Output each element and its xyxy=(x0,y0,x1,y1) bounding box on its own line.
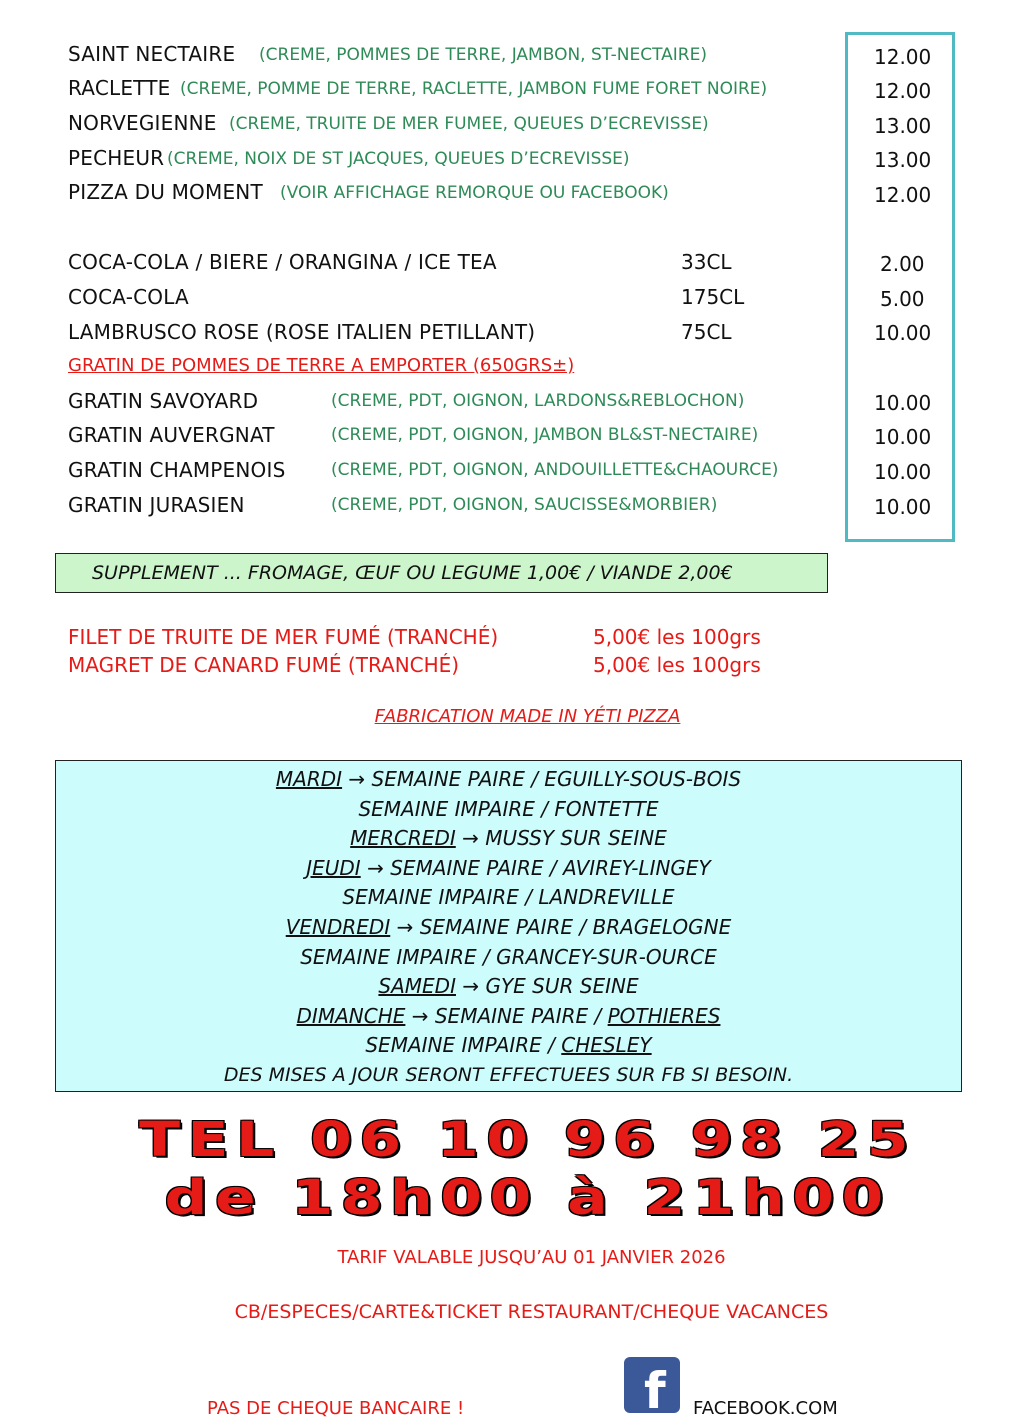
price-column-box xyxy=(845,32,955,542)
schedule-line xyxy=(56,883,961,913)
schedule-box xyxy=(55,760,962,1092)
arrow-icon: → xyxy=(462,974,480,999)
schedule-location-underlined: POTHIERES xyxy=(607,1003,721,1028)
arrow-icon: → xyxy=(462,826,479,851)
day-label: JEUDI xyxy=(306,855,361,880)
day-label: MARDI xyxy=(275,767,343,791)
schedule-location: SEMAINE IMPAIRE / GRANCEY-SUR-OURCE xyxy=(300,944,717,969)
item-name: GRATIN CHAMPENOIS xyxy=(68,458,286,482)
item-price: 10.00 xyxy=(874,495,932,519)
day-label: SAMEDI xyxy=(378,974,456,999)
tarif-note: TARIF VALABLE JUSQU’AU 01 JANVIER 2026 xyxy=(337,1247,726,1268)
item-name: NORVEGIENNE xyxy=(68,111,217,135)
schedule-location: SEMAINE PAIRE / AVIREY-LINGEY xyxy=(390,855,711,880)
item-volume: 175CL xyxy=(681,285,745,309)
facebook-link[interactable]: FACEBOOK.COM xyxy=(693,1398,838,1419)
schedule-line xyxy=(56,1002,961,1032)
arrow-icon: → xyxy=(411,1003,429,1028)
supplement-box xyxy=(55,553,828,593)
item-name: GRATIN JURASIEN xyxy=(68,493,245,517)
item-description: (CREME, PDT, OIGNON, ANDOUILLETTE&CHAOURCE) xyxy=(331,460,779,480)
no-check-note: PAS DE CHEQUE BANCAIRE ! xyxy=(207,1398,465,1419)
schedule-line xyxy=(56,765,961,795)
facebook-glyph: f xyxy=(644,1362,666,1413)
item-description: (CREME, POMME DE TERRE, RACLETTE, JAMBON FUME FORET NOIRE) xyxy=(180,79,768,99)
item-price: 2.00 xyxy=(880,252,925,276)
item-name: PECHEUR xyxy=(68,146,165,170)
item-price: 10.00 xyxy=(874,391,932,415)
schedule-line xyxy=(56,943,961,973)
item-volume: 33CL xyxy=(681,250,732,274)
facebook-icon[interactable] xyxy=(624,1357,680,1413)
schedule-location: SEMAINE PAIRE / BRAGELOGNE xyxy=(419,914,732,939)
payment-methods: CB/ESPECES/CARTE&TICKET RESTAURANT/CHEQUE VACANCES xyxy=(234,1301,829,1323)
arrow-icon: → xyxy=(348,767,366,791)
item-price: 10.00 xyxy=(874,321,932,345)
opening-hours: de 18h00 à 21h00 xyxy=(164,1170,891,1226)
schedule-location: MUSSY SUR SEINE xyxy=(485,826,667,851)
item-name: GRATIN AUVERGNAT xyxy=(68,423,275,447)
item-price: 13.00 xyxy=(874,148,932,172)
phone-number: TEL 06 10 96 98 25 xyxy=(139,1112,917,1168)
smoked-item-price: 5,00€ les 100grs xyxy=(593,625,761,649)
item-name: GRATIN SAVOYARD xyxy=(68,389,259,413)
item-price: 10.00 xyxy=(874,425,932,449)
schedule-line xyxy=(56,913,961,943)
smoked-item-price: 5,00€ les 100grs xyxy=(593,653,761,677)
day-label: VENDREDI xyxy=(285,914,391,939)
item-name: LAMBRUSCO ROSE (ROSE ITALIEN PETILLANT) xyxy=(68,320,536,344)
item-description: (CREME, TRUITE DE MER FUMEE, QUEUES D’ECREVISSE) xyxy=(229,114,709,134)
supplement-text: SUPPLEMENT ... FROMAGE, ŒUF OU LEGUME 1,00€ / VIANDE 2,00€ xyxy=(92,562,733,584)
fabrication-note: FABRICATION MADE IN YÉTI PIZZA xyxy=(374,706,681,727)
day-label: DIMANCHE xyxy=(296,1003,406,1028)
item-price: 12.00 xyxy=(874,79,932,103)
smoked-item-name: MAGRET DE CANARD FUMÉ (TRANCHÉ) xyxy=(68,653,460,677)
schedule-location: SEMAINE IMPAIRE / FONTETTE xyxy=(358,796,659,821)
item-description: (CREME, PDT, OIGNON, SAUCISSE&MORBIER) xyxy=(331,495,718,515)
schedule-line xyxy=(56,972,961,1002)
arrow-icon: → xyxy=(396,914,414,939)
item-description: (CREME, POMMES DE TERRE, JAMBON, ST-NECTAIRE) xyxy=(259,45,707,65)
schedule-location: SEMAINE IMPAIRE / xyxy=(365,1033,562,1058)
smoked-item-name: FILET DE TRUITE DE MER FUMÉ (TRANCHÉ) xyxy=(68,625,499,649)
item-description: (CREME, NOIX DE ST JACQUES, QUEUES D’ECREVISSE) xyxy=(167,149,630,169)
item-name: COCA-COLA xyxy=(68,285,189,309)
schedule-location-underlined: CHESLEY xyxy=(561,1033,652,1058)
schedule-location: GYE SUR SEINE xyxy=(485,974,639,999)
item-name: RACLETTE xyxy=(68,76,171,100)
item-description: (CREME, PDT, OIGNON, LARDONS&REBLOCHON) xyxy=(331,391,745,411)
item-name: COCA-COLA / BIERE / ORANGINA / ICE TEA xyxy=(68,250,497,274)
item-description: (CREME, PDT, OIGNON, JAMBON BL&ST-NECTAIRE) xyxy=(331,425,759,445)
day-label: MERCREDI xyxy=(350,826,456,851)
arrow-icon: → xyxy=(367,855,384,880)
schedule-line xyxy=(56,824,961,854)
schedule-location: SEMAINE IMPAIRE / LANDREVILLE xyxy=(342,885,675,910)
item-description: (VOIR AFFICHAGE REMORQUE OU FACEBOOK) xyxy=(280,183,669,203)
schedule-location: SEMAINE PAIRE / EGUILLY-SOUS-BOIS xyxy=(371,767,742,791)
item-price: 5.00 xyxy=(880,287,925,311)
item-name: SAINT NECTAIRE xyxy=(68,42,236,66)
schedule-updates-note: DES MISES A JOUR SERONT EFFECTUEES SUR FB SI BESOIN. xyxy=(223,1063,794,1086)
schedule-line xyxy=(56,1031,961,1061)
schedule-line xyxy=(56,795,961,825)
schedule-line xyxy=(56,854,961,884)
item-price: 12.00 xyxy=(874,183,932,207)
item-volume: 75CL xyxy=(681,320,732,344)
item-name: PIZZA DU MOMENT xyxy=(68,180,263,204)
item-price: 13.00 xyxy=(874,114,932,138)
item-price: 10.00 xyxy=(874,460,932,484)
item-price: 12.00 xyxy=(874,45,932,69)
gratin-heading: GRATIN DE POMMES DE TERRE A EMPORTER (650GRS±) xyxy=(68,355,575,376)
schedule-location: SEMAINE PAIRE / xyxy=(434,1003,608,1028)
